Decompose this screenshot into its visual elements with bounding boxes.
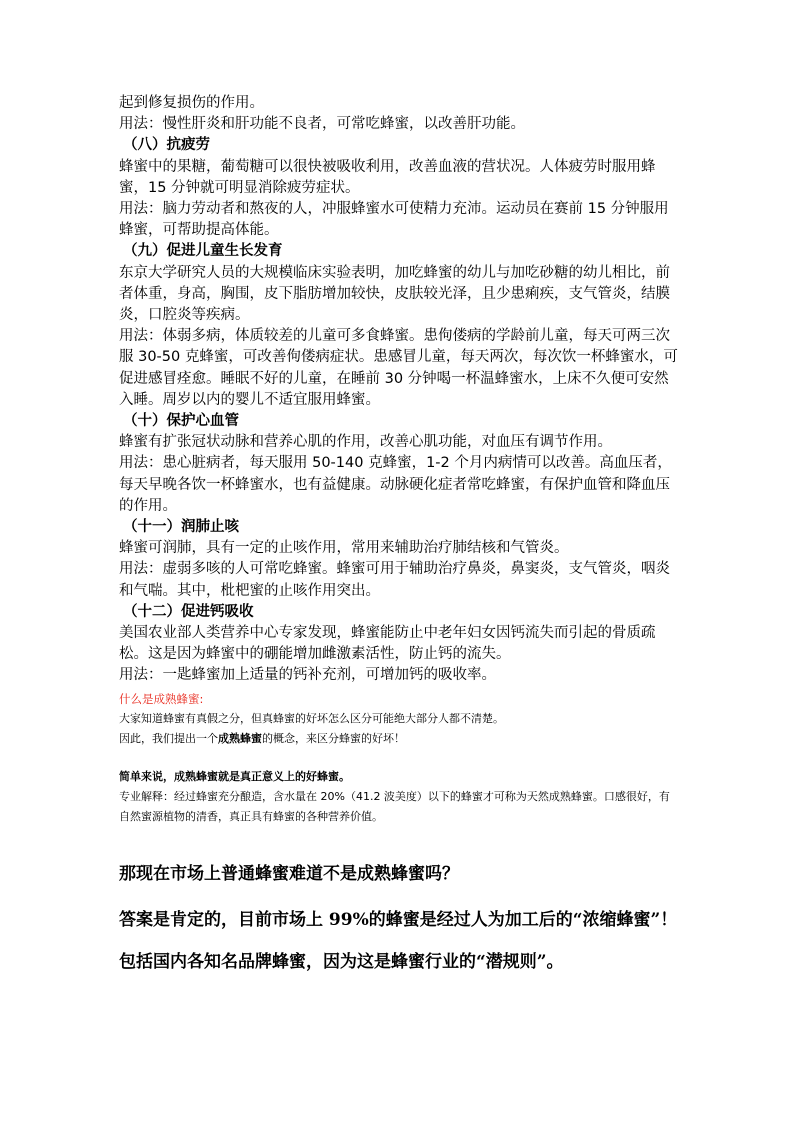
lung-cough-usage: 用法：虚弱多咳的人可常吃蜂蜜。蜂蜜可用于辅助治疗鼻炎，鼻窦炎，支气管炎，咽炎和气喘。其中，枇杷蜜的止咳作用突出。 (119, 561, 670, 599)
closing-answer: 答案是肯定的，目前市场上 99%的蜂蜜是经过人为加工后的“浓缩蜂蜜”！包括国内各知名品牌蜂蜜，因为这是蜂蜜行业的“潜规则”。 (119, 909, 678, 972)
calcium-usage: 用法：一匙蜂蜜加上适量的钙补充剂，可增加钙的吸收率。 (119, 667, 496, 684)
liver-usage: 用法：慢性肝炎和肝功能不良者，可常吃蜂蜜，以改善肝功能。 (119, 116, 525, 133)
heading-child-growth: （九）促进儿童生长发育 (123, 243, 283, 260)
mature-honey-expert: 专业解释：经过蜂蜜充分酿造，含水量在 20%（41.2 波美度）以下的蜂蜜才可称为天然成熟蜂蜜。口感很好，有自然蜜源植物的清香，真正具有蜂蜜的各种营养价值。 (119, 789, 670, 823)
mature-honey-summary: 简单来说，成熟蜂蜜就是真正意义上的好蜂蜜。 (119, 769, 350, 783)
mature-honey-line1: 大家知道蜂蜜有真假之分，但真蜂蜜的好坏怎么区分可能绝大部分人都不清楚。 (119, 711, 504, 725)
heading-calcium: （十二）促进钙吸收 (123, 603, 254, 620)
line2-post: 的概念，来区分蜂蜜的好坏！ (262, 731, 405, 745)
cardiovascular-usage: 用法：患心脏病者，每天服用 50-140 克蜂蜜，1-2 个月内病情可以改善。高血压者，每天早晚各饮一杯蜂蜜水，也有益健康。动脉硬化症者常吃蜂蜜，有保护血管和降血压的作用。 (119, 455, 672, 514)
calcium-body: 美国农业部人类营养中心专家发现，蜂蜜能防止中老年妇女因钙流失而引起的骨质疏松。这是因为蜂蜜中的硼能增加雌激素活性，防止钙的流失。 (119, 625, 656, 663)
mature-honey-line2 (119, 729, 679, 749)
cardiovascular-body: 蜂蜜有扩张冠状动脉和营养心肌的作用，改善心肌功能，对血压有调节作用。 (119, 434, 612, 451)
child-growth-usage: 用法：体弱多病，体质较差的儿童可多食蜂蜜。患佝偻病的学龄前儿童，每天可两三次服 30-50 克蜂蜜，可改善佝偻病症状。患感冒儿童，每天两次，每次饮一杯蜂蜜水，可促进感冒痊愈。睡眠不好的儿童，在睡前 30 分钟喝一杯温蜂蜜水，上床不久便可安然入睡。周岁以内的婴儿不适宜服用蜂蜜。 (119, 328, 678, 408)
line2-bold: 成熟蜂蜜 (218, 731, 262, 745)
anti-fatigue-usage: 用法：脑力劳动者和熬夜的人，冲服蜂蜜水可使精力充沛。运动员在赛前 15 分钟服用蜂蜜，可帮助提高体能。 (119, 201, 669, 239)
heading-lung-cough: （十一）润肺止咳 (123, 519, 239, 536)
heading-anti-fatigue: （八）抗疲劳 (123, 137, 210, 154)
spacer (119, 749, 679, 767)
lung-cough-body: 蜂蜜可润肺，具有一定的止咳作用，常用来辅助治疗肺结核和气管炎。 (119, 540, 569, 557)
mature-honey-title: 什么是成熟蜂蜜: (119, 691, 204, 706)
child-growth-body: 东京大学研究人员的大规模临床实验表明，加吃蜂蜜的幼儿与加吃砂糖的幼儿相比，前者体重，身高，胸围，皮下脂肪增加较快，皮肤较光泽，且少患痢疾，支气管炎，结膜炎，口腔炎等疾病。 (119, 264, 670, 324)
closing-question: 那现在市场上普通蜂蜜难道不是成熟蜂蜜吗？ (119, 863, 459, 884)
heading-cardiovascular: （十）保护心血管 (123, 413, 239, 430)
intro-line: 起到修复损伤的作用。 (119, 95, 264, 111)
anti-fatigue-body: 蜂蜜中的果糖，葡萄糖可以很快被吸收利用，改善血液的营状况。人体疲劳时服用蜂蜜，15 分钟就可明显消除疲劳症状。 (119, 158, 656, 196)
document-page (119, 93, 679, 983)
line2-pre: 因此，我们提出一个 (119, 731, 218, 745)
